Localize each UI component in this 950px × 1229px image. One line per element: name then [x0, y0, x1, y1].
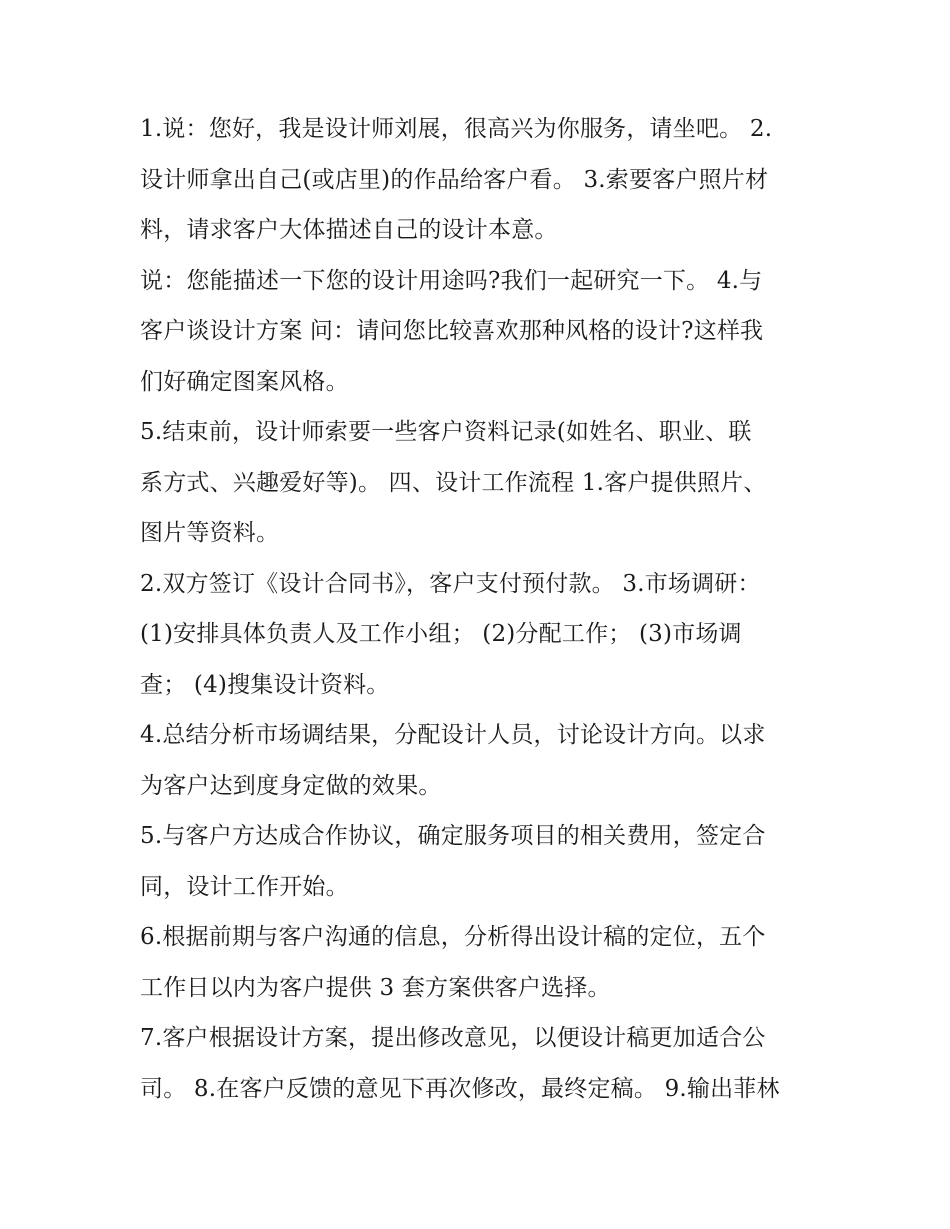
paragraph-8	[140, 1013, 820, 1114]
text-line: 设计师拿出自己(或店里)的作品给客户看。 3.索要客户照片材	[140, 166, 769, 193]
text-line: 4.总结分析市场调结果，分配设计人员，讨论设计方向。以求	[140, 722, 766, 748]
text-line: 5.结束前，设计师索要一些客户资料记录(如姓名、职业、联	[140, 419, 752, 445]
text-line: 说：您能描述一下您的设计用途吗?我们一起研究一下。 4.与	[140, 267, 763, 294]
paragraph-6	[140, 811, 820, 912]
document-body	[140, 104, 820, 1114]
text-line: 司。 8.在客户反馈的意见下再次修改，最终定稿。 9.输出菲林	[140, 1075, 780, 1102]
paragraph-1	[140, 104, 820, 256]
paragraph-3	[140, 407, 820, 559]
text-line: 为客户达到度身定做的效果。	[140, 772, 442, 799]
text-line: 查； (4)搜集设计资料。	[140, 671, 390, 698]
text-line: 图片等资料。	[140, 520, 280, 546]
text-line: 1.说：您好，我是设计师刘展，很高兴为你服务，请坐吧。 2.	[140, 116, 773, 142]
paragraph-4	[140, 559, 820, 711]
text-line: 料，请求客户大体描述自己的设计本意。	[140, 217, 558, 243]
text-line: 2.双方签订《设计合同书》，客户支付预付款。 3.市场调研：	[140, 570, 761, 597]
paragraph-2	[140, 256, 820, 408]
text-line: 客户谈设计方案 问：请问您比较喜欢那种风格的设计?这样我	[140, 318, 764, 344]
paragraph-5	[140, 710, 820, 811]
text-line: 6.根据前期与客户沟通的信息，分析得出设计稿的定位，五个	[140, 924, 766, 950]
text-line: 们好确定图案风格。	[140, 368, 349, 395]
text-line: 系方式、兴趣爱好等)。 四、设计工作流程 1.客户提供照片、	[140, 469, 767, 496]
text-line: (1)安排具体负责人及工作小组； (2)分配工作； (3)市场调	[140, 621, 742, 647]
text-line: 同，设计工作开始。	[140, 873, 349, 900]
text-line: 7.客户根据设计方案，提出修改意见，以便设计稿更加适合公	[140, 1025, 766, 1051]
text-line: 5.与客户方达成合作协议，确定服务项目的相关费用，签定合	[140, 823, 766, 849]
text-line: 工作日以内为客户提供 3 套方案供客户选择。	[140, 974, 611, 1001]
paragraph-7	[140, 912, 820, 1013]
